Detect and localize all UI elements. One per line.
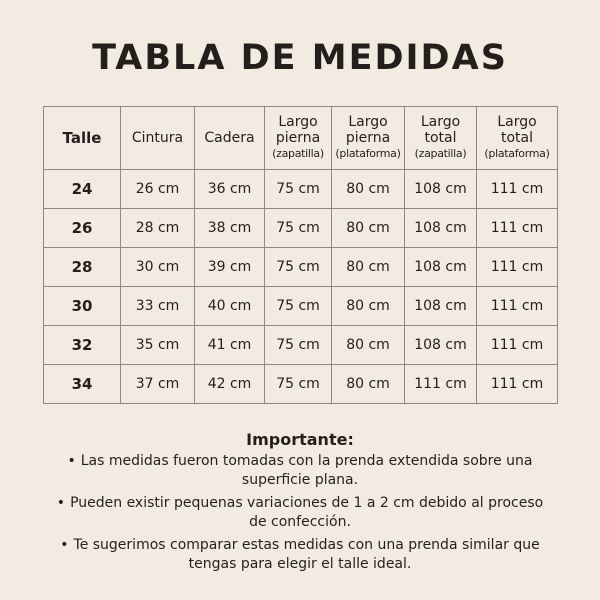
bullet-icon: • [60,537,69,553]
cell-largo-pierna-plataforma: 80 cm [332,287,405,326]
note-text: Te sugerimos comparar estas medidas con una prenda similar que tengas para elegir el talle ideal. [73,537,540,572]
note-text: Pueden existir pequenas variaciones de 1 a 2 cm debido al proceso de confección. [70,495,544,530]
table-header-row [44,107,558,170]
note-item [50,536,550,574]
cell-cintura: 35 cm [121,326,195,365]
cell-cadera: 38 cm [195,209,265,248]
cell-cintura: 28 cm [121,209,195,248]
cell-largo-total-plataforma: 111 cm [477,170,558,209]
header-largo-pierna-plataforma: Largo pierna (plataforma) [332,107,405,170]
note-item [50,494,550,532]
cell-cadera: 36 cm [195,170,265,209]
header-largo-pierna-zapatilla: Largo pierna (zapatilla) [265,107,332,170]
cell-largo-total-plataforma: 111 cm [477,326,558,365]
table-row [44,209,558,248]
header-largo-total-plataforma: Largo total (plataforma) [477,107,558,170]
cell-largo-total-plataforma: 111 cm [477,209,558,248]
cell-largo-pierna-plataforma: 80 cm [332,365,405,404]
cell-largo-total-zapatilla: 108 cm [405,170,477,209]
header-largo-total-zapatilla: Largo total (zapatilla) [405,107,477,170]
note-text: Las medidas fueron tomadas con la prenda extendida sobre una superficie plana. [80,453,533,488]
cell-cintura: 26 cm [121,170,195,209]
header-talle: Talle [44,107,121,170]
table-row [44,170,558,209]
header-cadera: Cadera [195,107,265,170]
cell-largo-total-plataforma: 111 cm [477,365,558,404]
notes-title: Importante: [246,430,354,449]
cell-cadera: 42 cm [195,365,265,404]
cell-largo-pierna-zapatilla: 75 cm [265,170,332,209]
cell-talle: 28 [44,248,121,287]
cell-largo-total-zapatilla: 111 cm [405,365,477,404]
cell-largo-pierna-plataforma: 80 cm [332,209,405,248]
cell-talle: 24 [44,170,121,209]
cell-cadera: 40 cm [195,287,265,326]
bullet-icon: • [56,495,66,511]
cell-talle: 30 [44,287,121,326]
cell-largo-pierna-zapatilla: 75 cm [265,365,332,404]
table-row [44,326,558,365]
cell-largo-pierna-zapatilla: 75 cm [265,248,332,287]
cell-cintura: 30 cm [121,248,195,287]
header-cintura: Cintura [121,107,195,170]
cell-largo-pierna-zapatilla: 75 cm [265,287,332,326]
cell-largo-total-plataforma: 111 cm [477,287,558,326]
cell-largo-total-zapatilla: 108 cm [405,209,477,248]
cell-largo-total-plataforma: 111 cm [477,248,558,287]
notes-section [0,430,600,578]
cell-talle: 32 [44,326,121,365]
cell-talle: 34 [44,365,121,404]
bullet-icon: • [67,453,76,469]
cell-cintura: 37 cm [121,365,195,404]
cell-largo-pierna-plataforma: 80 cm [332,170,405,209]
table-row [44,248,558,287]
cell-largo-pierna-plataforma: 80 cm [332,326,405,365]
cell-largo-total-zapatilla: 108 cm [405,287,477,326]
page-title: TABLA DE MEDIDAS [92,38,508,78]
cell-largo-pierna-zapatilla: 75 cm [265,326,332,365]
cell-largo-pierna-plataforma: 80 cm [332,248,405,287]
cell-talle: 26 [44,209,121,248]
cell-largo-total-zapatilla: 108 cm [405,248,477,287]
note-item [50,452,550,490]
cell-cadera: 41 cm [195,326,265,365]
size-table [43,106,558,404]
cell-largo-pierna-zapatilla: 75 cm [265,209,332,248]
cell-cadera: 39 cm [195,248,265,287]
table-row [44,365,558,404]
table-row [44,287,558,326]
cell-cintura: 33 cm [121,287,195,326]
cell-largo-total-zapatilla: 108 cm [405,326,477,365]
